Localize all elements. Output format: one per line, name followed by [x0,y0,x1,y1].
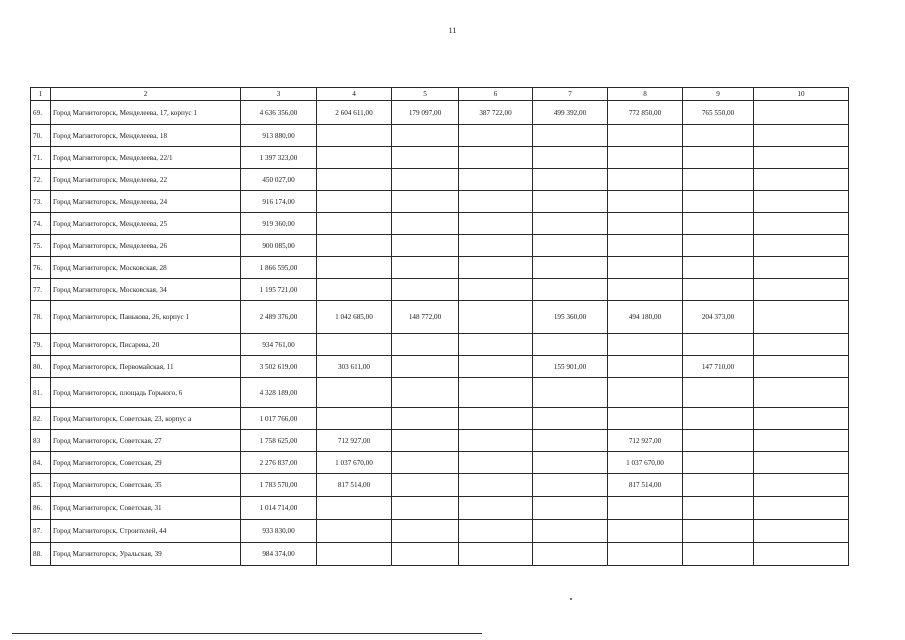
table-row [31,169,849,191]
value-cell [754,301,849,334]
row-number: 76. [31,257,51,279]
table-row [31,125,849,147]
value-cell [754,147,849,169]
value-cell [683,125,754,147]
address-cell: Город Магнитогорск, Менделеева, 22 [51,169,241,191]
value-cell [608,147,683,169]
address-cell: Город Магнитогорск, Советская, 35 [51,474,241,497]
table-row [31,430,849,452]
value-cell [459,520,533,543]
value-cell [533,257,608,279]
value-cell [683,235,754,257]
value-cell [317,147,392,169]
value-cell: 1 014 714,00 [241,497,317,520]
value-cell [533,235,608,257]
value-cell [683,474,754,497]
table-row [31,334,849,356]
value-cell [608,334,683,356]
value-cell [608,408,683,430]
value-cell [683,257,754,279]
value-cell [608,520,683,543]
value-cell [608,235,683,257]
table-row [31,101,849,125]
value-cell [317,235,392,257]
row-number: 87. [31,520,51,543]
column-header: 8 [608,88,683,101]
value-cell [754,101,849,125]
value-cell: 2 489 376,00 [241,301,317,334]
address-cell: Город Магнитогорск, Советская, 29 [51,452,241,474]
value-cell [683,452,754,474]
address-cell: Город Магнитогорск, Панькова, 26, корпус 1 [51,301,241,334]
value-cell [317,497,392,520]
value-cell [533,279,608,301]
value-cell [533,474,608,497]
value-cell [459,356,533,378]
value-cell [317,543,392,566]
address-cell: Город Магнитогорск, Менделеева, 26 [51,235,241,257]
value-cell [608,191,683,213]
row-number: 80. [31,356,51,378]
value-cell [608,497,683,520]
value-cell: 494 180,00 [608,301,683,334]
column-header: 9 [683,88,754,101]
value-cell: 204 373,00 [683,301,754,334]
table-row [31,452,849,474]
table-row [31,520,849,543]
address-cell: Город Магнитогорск, Строителей, 44 [51,520,241,543]
table-row [31,378,849,408]
value-cell: 2 604 611,00 [317,101,392,125]
value-cell [459,257,533,279]
value-cell: 1 783 570,00 [241,474,317,497]
value-cell [533,452,608,474]
column-header: 3 [241,88,317,101]
value-cell [459,147,533,169]
table-body [31,101,849,566]
value-cell: 387 722,00 [459,101,533,125]
value-cell [533,543,608,566]
value-cell: 933 830,00 [241,520,317,543]
value-cell [754,257,849,279]
address-cell: Город Магнитогорск, Советская, 27 [51,430,241,452]
value-cell [683,213,754,235]
value-cell [392,191,459,213]
address-cell: Город Магнитогорск, Менделеева, 18 [51,125,241,147]
value-cell [392,452,459,474]
value-cell [683,147,754,169]
scan-mark [570,598,572,600]
value-cell [754,543,849,566]
value-cell [608,257,683,279]
value-cell [754,191,849,213]
table-row [31,301,849,334]
value-cell [317,125,392,147]
value-cell [459,452,533,474]
value-cell [683,334,754,356]
row-number: 77. [31,279,51,301]
value-cell [754,169,849,191]
value-cell [754,378,849,408]
value-cell [608,378,683,408]
address-cell: Город Магнитогорск, Первомайская, 11 [51,356,241,378]
value-cell [608,169,683,191]
value-cell [392,125,459,147]
table-row [31,474,849,497]
address-cell: Город Магнитогорск, Советская, 31 [51,497,241,520]
value-cell: 817 514,00 [317,474,392,497]
row-number: 71. [31,147,51,169]
value-cell: 3 502 619,00 [241,356,317,378]
value-cell: 499 392,00 [533,101,608,125]
row-number: 79. [31,334,51,356]
row-number: 88. [31,543,51,566]
value-cell [392,378,459,408]
row-number: 72. [31,169,51,191]
value-cell [392,235,459,257]
table-row [31,191,849,213]
value-cell [459,334,533,356]
row-number: 69. [31,101,51,125]
value-cell: 2 276 837,00 [241,452,317,474]
value-cell [317,191,392,213]
value-cell: 984 374,00 [241,543,317,566]
bottom-rule [12,633,482,634]
value-cell: 303 611,00 [317,356,392,378]
value-cell [392,169,459,191]
value-cell [683,497,754,520]
value-cell [392,474,459,497]
row-number: 81. [31,378,51,408]
row-number: 73. [31,191,51,213]
value-cell [754,408,849,430]
address-cell: Город Магнитогорск, Московская, 34 [51,279,241,301]
value-cell [392,543,459,566]
value-cell [533,147,608,169]
table-row [31,147,849,169]
column-header: 2 [51,88,241,101]
value-cell [754,356,849,378]
value-cell [392,356,459,378]
value-cell [317,257,392,279]
value-cell [533,408,608,430]
value-cell: 765 550,00 [683,101,754,125]
address-cell: Город Магнитогорск, Менделеева, 24 [51,191,241,213]
value-cell [459,543,533,566]
value-cell [754,430,849,452]
table-row [31,279,849,301]
value-cell [459,301,533,334]
value-cell [459,191,533,213]
value-cell: 1 017 766,00 [241,408,317,430]
value-cell: 900 085,00 [241,235,317,257]
value-cell: 179 097,00 [392,101,459,125]
value-cell: 712 927,00 [317,430,392,452]
column-header: 1 [31,88,51,101]
value-cell [392,213,459,235]
value-cell [317,408,392,430]
value-cell [754,125,849,147]
value-cell: 4 636 356,00 [241,101,317,125]
value-cell [392,147,459,169]
value-cell [317,279,392,301]
table-row [31,235,849,257]
value-cell [533,334,608,356]
value-cell [683,430,754,452]
value-cell [317,378,392,408]
value-cell [459,235,533,257]
row-number: 74. [31,213,51,235]
column-header: 4 [317,88,392,101]
value-cell [608,279,683,301]
value-cell [392,520,459,543]
value-cell [317,520,392,543]
value-cell: 1 042 685,00 [317,301,392,334]
address-cell: Город Магнитогорск, Уральская, 39 [51,543,241,566]
value-cell [459,430,533,452]
value-cell [533,430,608,452]
value-cell [683,543,754,566]
value-cell [754,474,849,497]
value-cell: 913 880,00 [241,125,317,147]
value-cell [392,257,459,279]
value-cell [533,497,608,520]
value-cell: 147 710,00 [683,356,754,378]
value-cell: 195 360,00 [533,301,608,334]
value-cell: 919 360,00 [241,213,317,235]
value-cell [683,520,754,543]
value-cell [533,213,608,235]
value-cell: 450 027,00 [241,169,317,191]
table-row [31,497,849,520]
value-cell [317,169,392,191]
row-number: 83 [31,430,51,452]
value-cell: 155 901,00 [533,356,608,378]
row-number: 84. [31,452,51,474]
value-cell [608,213,683,235]
value-cell: 1 195 721,00 [241,279,317,301]
value-cell: 712 927,00 [608,430,683,452]
register-table [30,87,849,566]
row-number: 78. [31,301,51,334]
value-cell [754,334,849,356]
value-cell: 772 850,00 [608,101,683,125]
value-cell: 934 761,00 [241,334,317,356]
value-cell [459,279,533,301]
value-cell [392,497,459,520]
value-cell: 1 037 670,00 [317,452,392,474]
table-row [31,257,849,279]
value-cell [683,408,754,430]
value-cell: 1 758 625,00 [241,430,317,452]
value-cell [754,520,849,543]
value-cell [608,356,683,378]
value-cell: 4 328 189,00 [241,378,317,408]
address-cell: Город Магнитогорск, площадь Горького, 6 [51,378,241,408]
address-cell: Город Магнитогорск, Советская, 23, корпус а [51,408,241,430]
column-header: 5 [392,88,459,101]
value-cell [754,279,849,301]
address-cell: Город Магнитогорск, Московская, 28 [51,257,241,279]
row-number: 75. [31,235,51,257]
value-cell [533,169,608,191]
address-cell: Город Магнитогорск, Менделеева, 25 [51,213,241,235]
value-cell: 916 174,00 [241,191,317,213]
value-cell: 1 037 670,00 [608,452,683,474]
table-row [31,356,849,378]
value-cell: 1 866 595,00 [241,257,317,279]
value-cell [683,169,754,191]
value-cell [459,169,533,191]
value-cell: 817 514,00 [608,474,683,497]
row-number: 85. [31,474,51,497]
table-row [31,543,849,566]
value-cell [683,279,754,301]
value-cell [392,279,459,301]
value-cell [754,452,849,474]
value-cell [392,408,459,430]
value-cell [683,378,754,408]
row-number: 86. [31,497,51,520]
value-cell: 1 397 323,00 [241,147,317,169]
page-number: 11 [448,26,457,35]
value-cell [608,125,683,147]
value-cell [533,191,608,213]
address-cell: Город Магнитогорск, Писарева, 20 [51,334,241,356]
value-cell [459,213,533,235]
value-cell [683,191,754,213]
table-row [31,408,849,430]
value-cell [608,543,683,566]
value-cell [533,520,608,543]
column-header: 10 [754,88,849,101]
value-cell [754,235,849,257]
value-cell [533,378,608,408]
header-row [31,88,849,101]
value-cell [754,497,849,520]
address-cell: Город Магнитогорск, Менделеева, 17, корпус 1 [51,101,241,125]
value-cell [533,125,608,147]
address-cell: Город Магнитогорск, Менделеева, 22/1 [51,147,241,169]
column-header: 7 [533,88,608,101]
column-header: 6 [459,88,533,101]
row-number: 82. [31,408,51,430]
row-number: 70. [31,125,51,147]
value-cell [392,430,459,452]
value-cell [459,474,533,497]
value-cell [459,497,533,520]
value-cell: 148 772,00 [392,301,459,334]
table-row [31,213,849,235]
value-cell [754,213,849,235]
value-cell [459,125,533,147]
value-cell [392,334,459,356]
value-cell [317,334,392,356]
value-cell [317,213,392,235]
value-cell [459,408,533,430]
value-cell [459,378,533,408]
